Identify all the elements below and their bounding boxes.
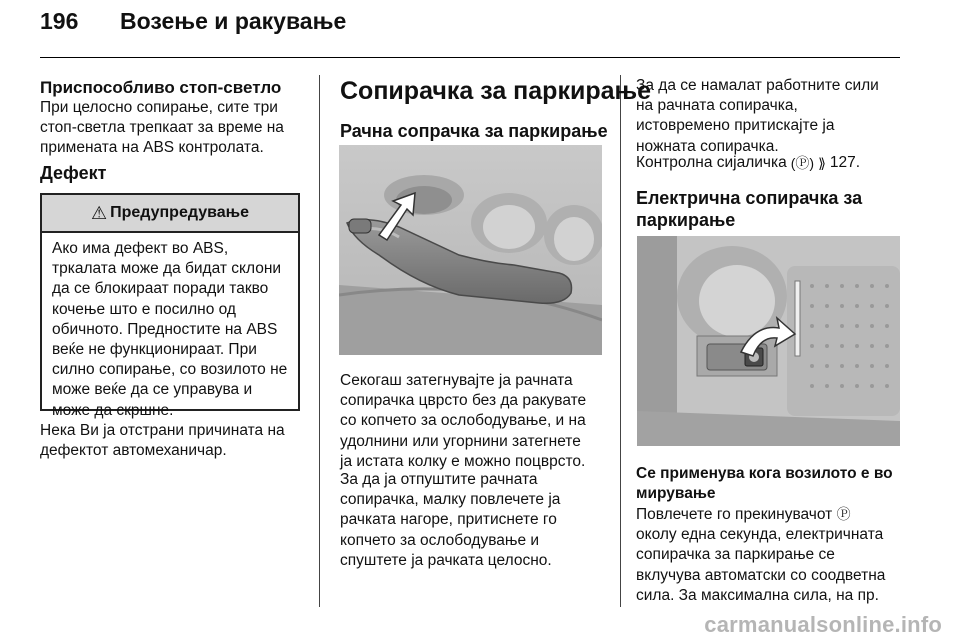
column-separator-right <box>620 75 621 607</box>
heading-fault: Дефект <box>40 163 107 183</box>
paragraph-apply-hand-brake <box>340 371 612 472</box>
text-line: За да ја отпуштите рачната <box>340 471 538 488</box>
heading-hand-parking-brake: Рачна сопрачка за паркирање <box>340 121 608 141</box>
warning-line: тркалата може да бидат склони <box>52 260 282 278</box>
brake-indicator-icon: (Ⓟ) <box>790 155 815 171</box>
watermark: carmanualsonline.info <box>704 612 942 637</box>
text-line: спуштете ја рачката целосно. <box>340 551 552 569</box>
heading-line: паркирање <box>636 210 736 230</box>
text-line: сопирачка цврсто без да ракувате <box>340 392 587 410</box>
electric-brake-illustration <box>637 236 900 446</box>
warning-line: веќе не функционираат. При <box>52 341 257 359</box>
text-line: со копчето за ослободување, и на <box>340 412 586 430</box>
control-lamp-page: 127. <box>829 154 861 171</box>
paragraph-fault-repair <box>40 421 312 461</box>
column-separator-left <box>319 75 320 607</box>
warning-line: може да скршне. <box>52 401 174 419</box>
text-line: вклучува автоматски со соодветна <box>636 566 886 584</box>
paragraph-electric-brake-usage <box>636 504 906 606</box>
paragraph-adaptive-brake-light <box>40 98 312 159</box>
hand-brake-illustration <box>339 145 602 355</box>
text-line: сопирачка за паркирање се <box>636 546 835 564</box>
text-line: рачката нагоре, притиснете го <box>340 511 557 529</box>
warning-title: Предупредување <box>110 204 250 221</box>
warning-box <box>40 193 300 419</box>
text-line: сопирачка, малку повлечете ја <box>340 491 561 509</box>
text-line: ножната сопирачка. <box>636 137 779 155</box>
paragraph-release-hand-brake <box>340 470 612 571</box>
control-lamp-text: Контролна сијаличка <box>636 154 787 171</box>
heading-line: Се применува кога возилото е во <box>636 465 893 482</box>
warning-line: може веќе да се управува и <box>52 381 253 399</box>
heading-line: Електрична сопирачка за <box>636 188 863 208</box>
text-line: копчето за ослободување и <box>340 531 540 549</box>
paragraph-reduce-force <box>636 76 906 157</box>
page-number: 196 <box>40 8 79 34</box>
text-line: дефектот автомеханичар. <box>40 442 227 460</box>
header-rule <box>40 57 900 58</box>
text-line: При целосно сопирање, сите три <box>40 99 278 116</box>
text-line: истовремено притискајте ја <box>636 117 835 135</box>
text-segment: Повлечете го прекинувачот <box>636 506 833 523</box>
text-line: на рачната сопирачка, <box>636 97 798 115</box>
heading-electric-parking-brake <box>636 187 906 231</box>
heading-applied-when-stationary <box>636 464 906 504</box>
text-line: За да се намалат работните сили <box>636 77 879 94</box>
text-line: ја истата колку е можно поцврсто. <box>340 452 586 470</box>
text-line: сила. За максимална сила, на пр. <box>636 586 879 604</box>
control-lamp-reference <box>636 153 906 173</box>
text-line: стоп-светла трепкаат за време на <box>40 119 284 137</box>
warning-body <box>42 233 298 427</box>
text-line <box>636 504 906 525</box>
warning-line: силно сопирање, со возилото не <box>52 361 288 379</box>
warning-line: обичното. Предностите на ABS <box>52 320 278 338</box>
page-reference-icon: ⟫ <box>818 155 826 171</box>
parking-switch-icon: Ⓟ <box>836 506 851 522</box>
text-line: удолнини или угорнини затегнете <box>340 432 581 450</box>
warning-line: кочење што е посилно од <box>52 300 236 318</box>
section-title: Возење и ракување <box>120 8 347 34</box>
text-line: околу една секунда, електричната <box>636 526 884 544</box>
text-line: примената на ABS контролата. <box>40 139 264 157</box>
warning-line: да се блокираат поради такво <box>52 280 269 298</box>
heading-parking-brake: Сопирачка за паркирање <box>340 77 652 105</box>
heading-adaptive-brake-light: Приспособливо стоп-светло <box>40 78 282 97</box>
warning-header <box>42 195 298 233</box>
warning-triangle-icon: ⚠ <box>90 202 108 223</box>
heading-line: мирување <box>636 485 716 503</box>
text-line: Нека Ви ја отстрани причината на <box>40 422 285 439</box>
text-line: Секогаш затегнувајте ја рачната <box>340 372 573 389</box>
warning-line: Ако има дефект во ABS, <box>52 240 229 257</box>
